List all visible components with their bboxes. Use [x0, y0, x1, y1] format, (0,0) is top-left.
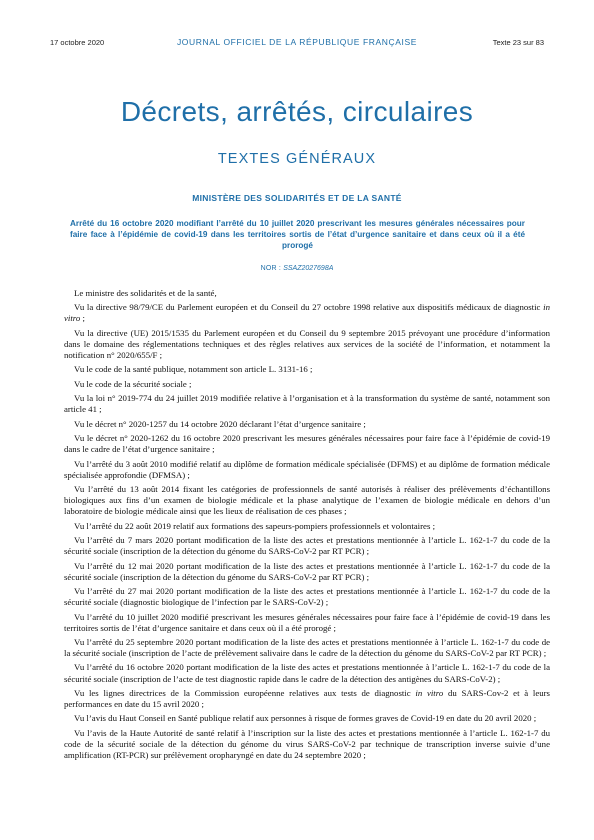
- ministry-heading: MINISTÈRE DES SOLIDARITÉS ET DE LA SANTÉ: [192, 193, 402, 203]
- paragraph-text: Vu l’arrêté du 22 août 2019 relatif aux formations des sapeurs-pompiers professionnels et volontaires ;: [74, 520, 436, 531]
- paragraph-text: Vu la directive 98/79/CE du Parlement européen et du Conseil du 27 octobre 1998 relative aux dispositifs médicaux de diagnostic: [74, 302, 544, 313]
- visa-paragraph: [64, 379, 550, 390]
- paragraph-text: Vu la loi n° 2019-774 du 24 juillet 2019 modifiée relative à l’organisation et à la transformation du système de santé, notamment son article 41 ;: [64, 393, 550, 415]
- paragraph-text: Vu la directive (UE) 2015/1535 du Parlement européen et du Conseil du 9 septembre 2015 prévoyant une procédure d’information dans le domaine des réglementations techniques et des règles relatives aux services de la société de l’information, et notamment la notification n° 2020/655/F ;: [64, 327, 550, 361]
- visa-paragraph: [64, 484, 550, 517]
- paragraph-text: Vu le code de la santé publique, notamment son article L. 3131-16 ;: [74, 364, 313, 375]
- paragraph-text: Vu les lignes directrices de la Commission européenne relatives aux tests de diagnostic: [74, 687, 416, 698]
- visa-paragraph: [64, 419, 550, 430]
- visa-paragraph: [64, 459, 550, 481]
- visa-paragraph: [64, 302, 550, 324]
- visa-paragraph: [64, 328, 550, 361]
- italic-term: in vitro: [415, 687, 444, 698]
- visa-paragraph: [64, 688, 550, 710]
- paragraph-text: Vu l’arrêté du 16 octobre 2020 portant modification de la liste des actes et prestations mentionnée à l’article L. 162-1-7 du code de la sécurité sociale (inscription de l’acte de test diagnostic rapide dans le cadre de la détection des antigènes du SARS-CoV-2) ;: [64, 662, 550, 684]
- paragraph-text: ;: [80, 313, 85, 324]
- italic-term: in vitro: [64, 302, 550, 324]
- paragraph-text: Vu l’arrêté du 13 août 2014 fixant les catégories de professionnels de santé autorisés à réaliser des prélèvements d’échantillons biologiques aux fins d’un examen de biologie médicale et la phase analytique de l’examen de biologie médicale en dehors d’un laboratoire de biologie médicale ainsi que les lieux de réalisation de ces phases ;: [64, 484, 550, 517]
- visa-paragraph: [64, 535, 550, 557]
- paragraph-text: Le ministre des solidarités et de la santé,: [74, 288, 217, 298]
- paragraph-text: Vu le décret n° 2020-1257 du 14 octobre 2020 déclarant l’état d’urgence sanitaire ;: [74, 418, 366, 429]
- paragraph-text: du SARS-Cov-2 et à leurs performances en date du 15 avril 2020 ;: [64, 687, 550, 710]
- paragraph-text: Vu le décret n° 2020-1262 du 16 octobre 2020 prescrivant les mesures générales nécessaires pour faire face à l’épidémie de covid-19 dans le cadre de l’état d’urgence sanitaire ;: [64, 433, 550, 455]
- visa-paragraph: [64, 662, 550, 684]
- visa-paragraph: [64, 521, 550, 532]
- paragraph-text: Vu l’avis de la Haute Autorité de santé relatif à l’inscription sur la liste des actes et prestations mentionnée à l’article L. 162-1-7 du code de la sécurité sociale de la détection du génome du virus SARS-CoV-2 par technique de transcription inverse suivie d’une amplification (RT-PCR) sur prélèvement oropharyngé en date du 24 septembre 2020 ;: [64, 727, 550, 761]
- visa-paragraph: [64, 637, 550, 659]
- visa-paragraph: [64, 713, 550, 724]
- subsection-title: TEXTES GÉNÉRAUX: [217, 151, 377, 167]
- paragraph-text: Vu l’arrêté du 12 mai 2020 portant modification de la liste des actes et prestations mentionnée à l’article L. 162-1-7 du code de la sécurité sociale (inscription de la détection du génome du SARS-CoV-2 par RT PCR) ;: [64, 560, 550, 582]
- nor-reference: [0, 265, 594, 272]
- visa-paragraph: [64, 728, 550, 761]
- visa-paragraph: [64, 612, 550, 634]
- visa-paragraph: [64, 586, 550, 608]
- header-journal-title: JOURNAL OFFICIEL DE LA RÉPUBLIQUE FRANÇAISE: [176, 37, 418, 47]
- paragraph-text: Vu l’arrêté du 25 septembre 2020 portant modification de la liste des actes et prestations mentionnée à l’article L. 162-1-7 du code de la sécurité sociale (inscription de l’acte de prélèvement salivaire dans le cadre de la détection du génome du SARS-CoV-2 par RT PCR) ;: [64, 636, 550, 659]
- arrete-title: Arrêté du 16 octobre 2020 modifiant l’arrêté du 10 juillet 2020 prescrivant les mesures générales nécessaires pour faire face à l’épidémie de covid-19 dans les territoires sortis de l’état d’urgence sanitaire et dans ceux où il a été prorogé: [70, 219, 525, 250]
- nor-code: SSAZ2027698A: [283, 265, 334, 272]
- visa-paragraph: [64, 433, 550, 455]
- visa-paragraph: [64, 393, 550, 415]
- header-date: 17 octobre 2020: [50, 38, 105, 47]
- paragraph-text: Vu l’arrêté du 10 juillet 2020 modifié prescrivant les mesures générales nécessaires pour faire face à l’épidémie de covid-19 dans les territoires sortis de l’état d’urgence sanitaire et dans ceux où il a été prorogé ;: [64, 611, 550, 633]
- nor-label: NOR :: [260, 265, 284, 272]
- paragraph-text: Vu l’arrêté du 27 mai 2020 portant modification de la liste des actes et prestations mentionnée à l’article L. 162-1-7 du code de la sécurité sociale (diagnostic biologique de l’infection par le SARS-CoV-2) ;: [64, 586, 550, 608]
- paragraph-text: Vu le code de la sécurité sociale ;: [74, 378, 192, 389]
- document-body: [64, 288, 550, 764]
- section-title: Décrets, arrêtés, circulaires: [120, 96, 474, 127]
- paragraph-text: Vu l’arrêté du 7 mars 2020 portant modification de la liste des actes et prestations mentionnée à l’article L. 162-1-7 du code de la sécurité sociale (inscription de la détection du génome du SARS-CoV-2 par RT PCR) ;: [64, 535, 550, 557]
- paragraph-text: Vu l’arrêté du 3 août 2010 modifié relatif au diplôme de formation médicale spécialisée (DFMS) et au diplôme de formation médicale spécialisée approfondie (DFMSA) ;: [64, 458, 550, 480]
- running-header: [50, 38, 544, 50]
- paragraph-text: Vu l’avis du Haut Conseil en Santé publique relatif aux personnes à risque de formes graves de Covid-19 en date du 20 avril 2020 ;: [74, 713, 537, 724]
- visa-paragraph: [64, 364, 550, 375]
- preamble-line: [64, 288, 550, 299]
- header-text-number: Texte 23 sur 83: [492, 38, 544, 47]
- visa-paragraph: [64, 561, 550, 583]
